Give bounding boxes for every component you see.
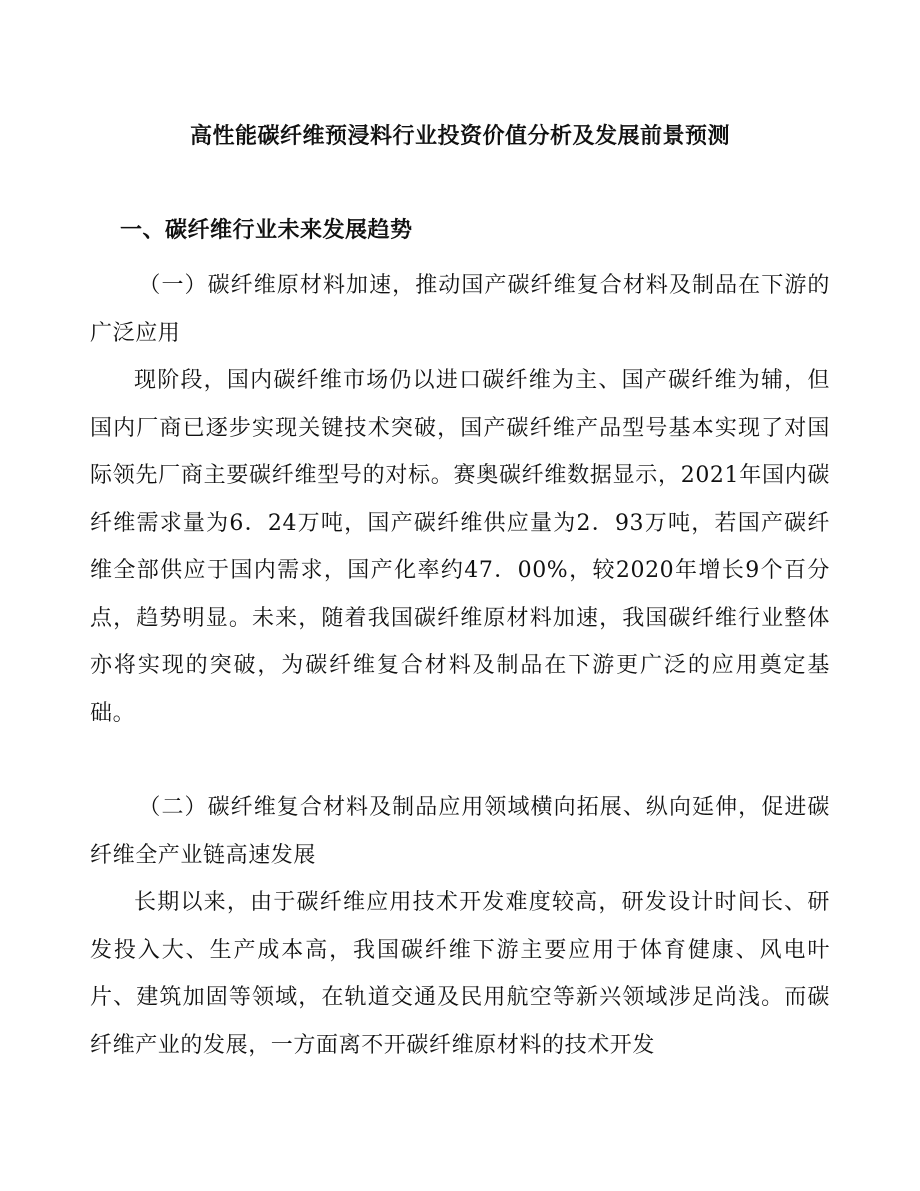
subheading-2: （二）碳纤维复合材料及制品应用领域横向拓展、纵向延伸，促进碳纤维全产业链高速发展 bbox=[90, 795, 830, 868]
document-title: 高性能碳纤维预浸料行业投资价值分析及发展前景预测 bbox=[189, 123, 730, 149]
paragraph-2: 长期以来，由于碳纤维应用技术开发难度较高，研发设计时间长、研发投入大、生产成本高，我国碳纤维下游主要应用于体育健康、风电叶片、建筑加固等领域，在轨道交通及民用航空等新兴领域涉足尚浅。而碳纤维产业的发展，一方面离不开碳纤维原材料的技术开发 bbox=[90, 890, 830, 1058]
subheading-1: （一）碳纤维原材料加速，推动国产碳纤维复合材料及制品在下游的广泛应用 bbox=[90, 273, 830, 346]
section-heading: 一、碳纤维行业未来发展趋势 bbox=[120, 217, 413, 243]
paragraph-1: 现阶段，国内碳纤维市场仍以进口碳纤维为主、国产碳纤维为辅，但国内厂商已逐步实现关键技术突破，国产碳纤维产品型号基本实现了对国际领先厂商主要碳纤维型号的对标。赛奥碳纤维数据显示，2021年国内碳纤维需求量为6．24万吨，国产碳纤维供应量为2．93万吨，若国产碳纤维全部供应于国内需求，国产化率约47．00%，较2020年增长9个百分点，趋势明显。未来，随着我国碳纤维原材料加速，我国碳纤维行业整体亦将实现的突破，为碳纤维复合材料及制品在下游更广泛的应用奠定基础。 bbox=[90, 368, 830, 726]
